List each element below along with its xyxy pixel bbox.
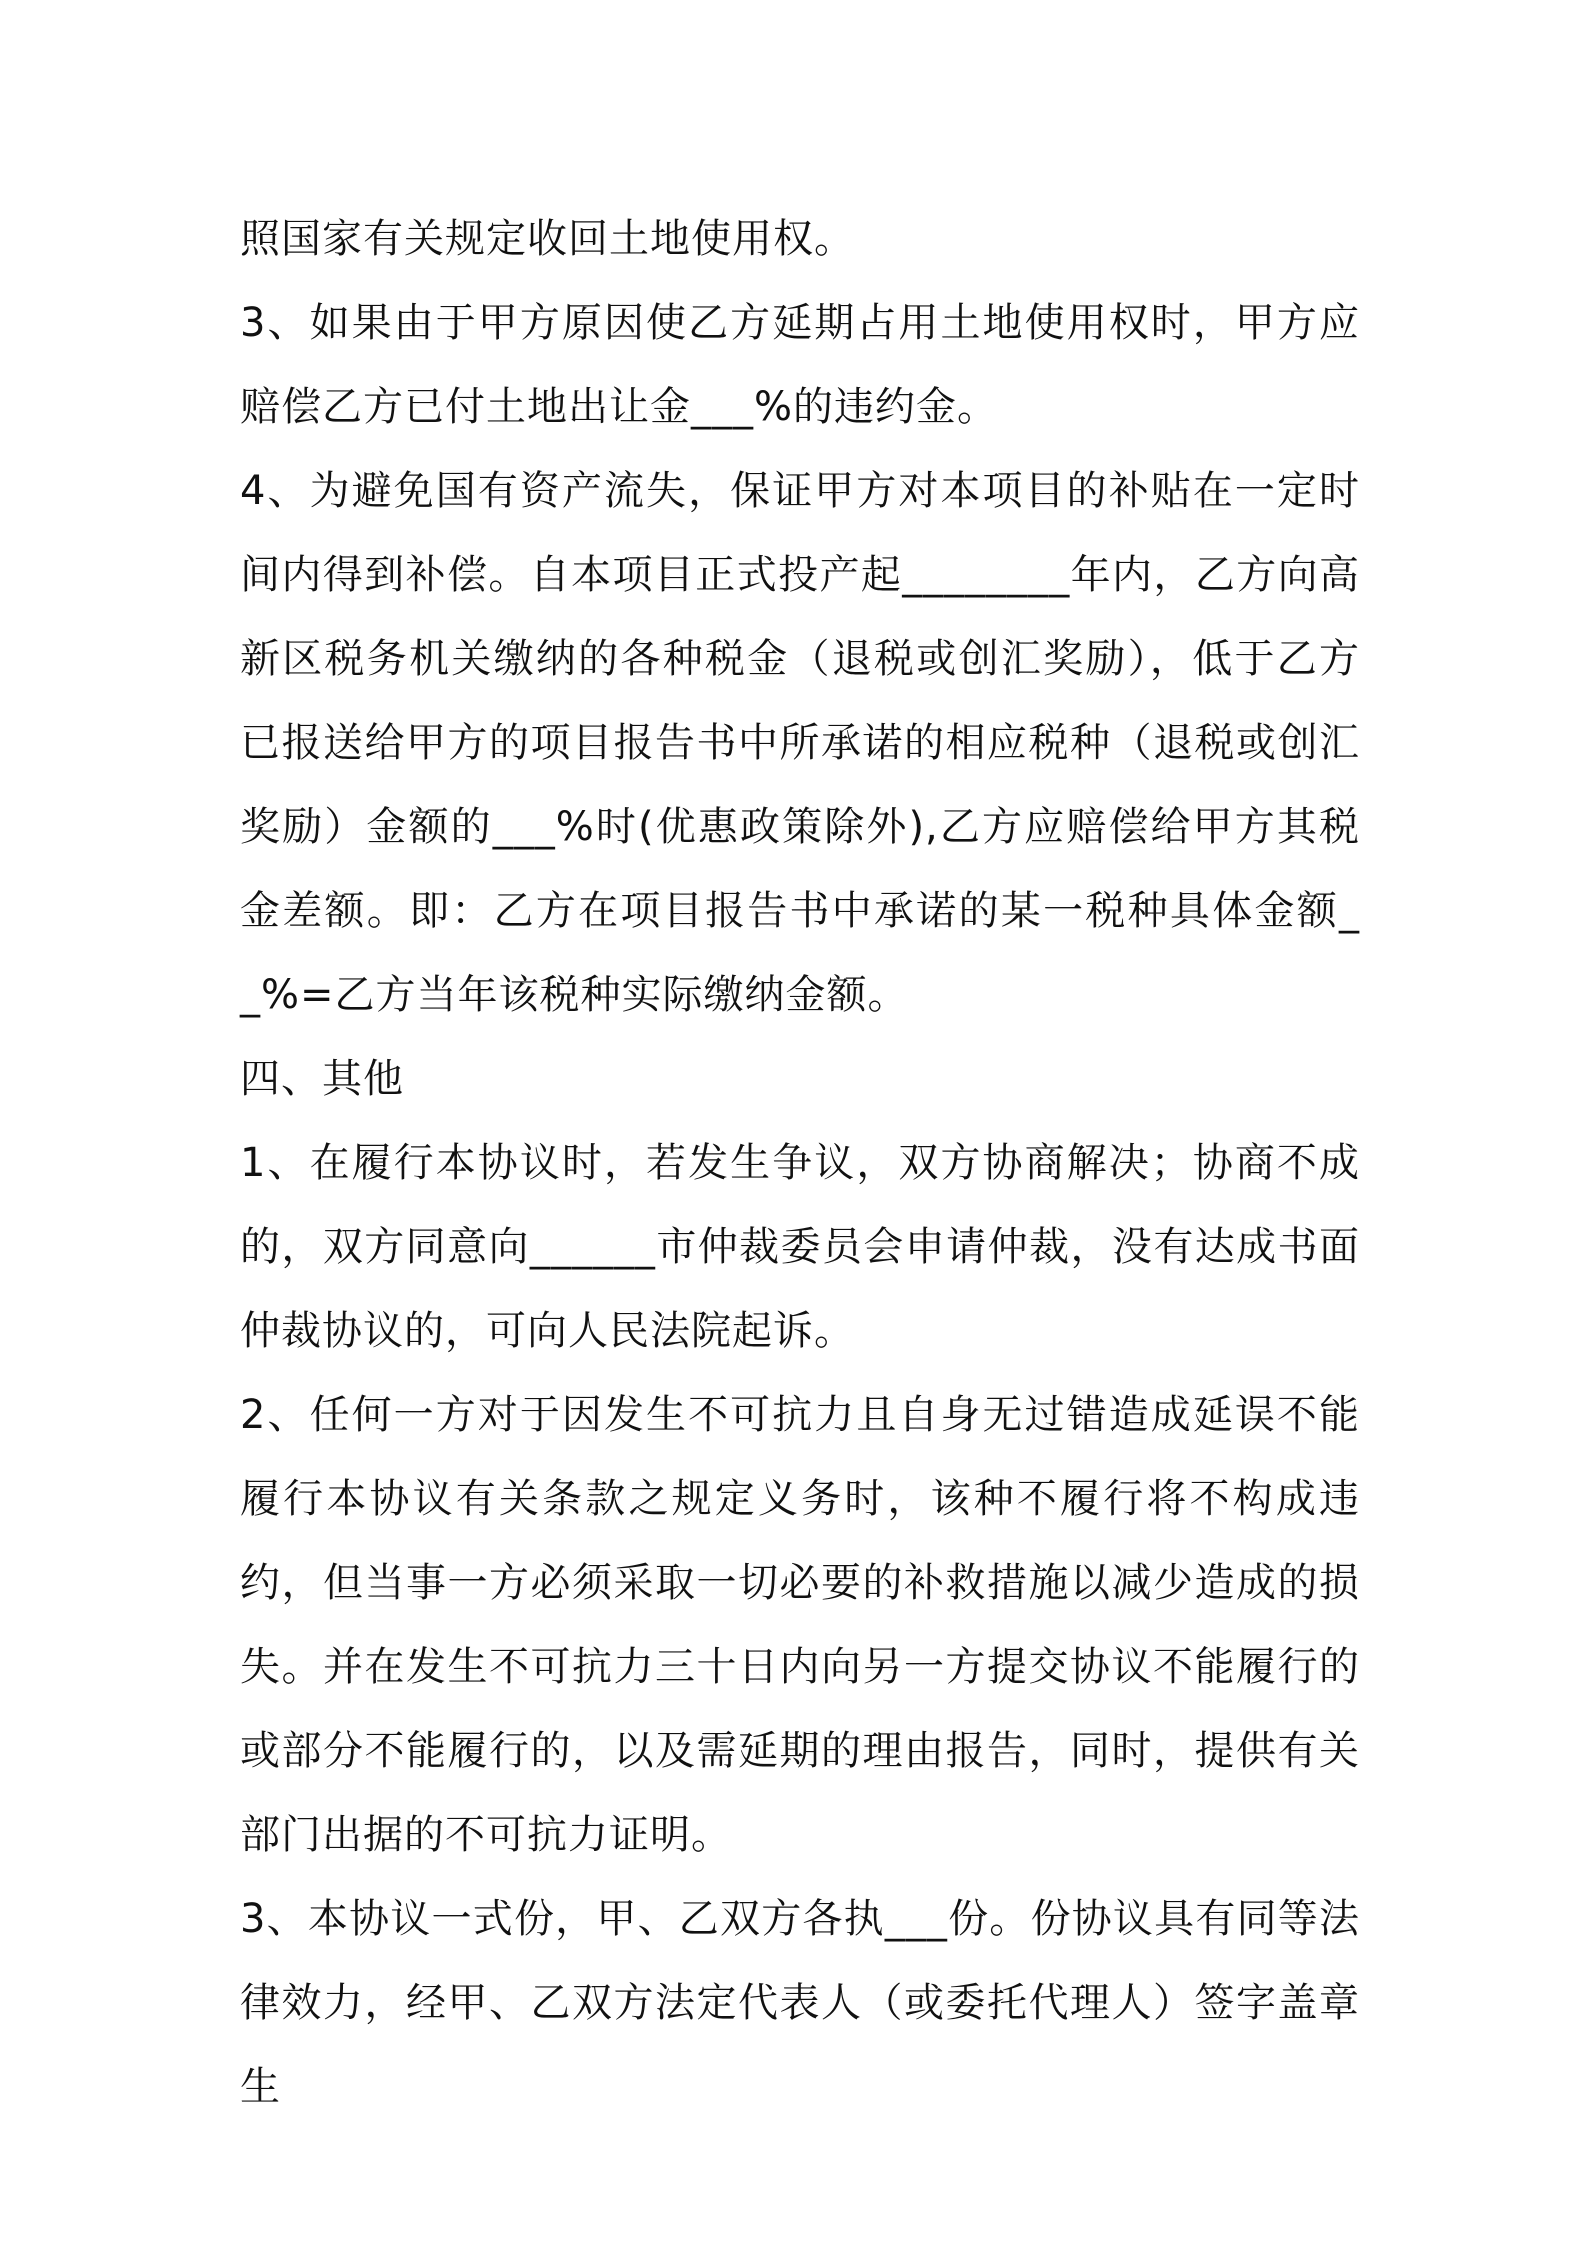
paragraph-clause-3-penalty: 3、如果由于甲方原因使乙方延期占用土地使用权时，甲方应赔偿乙方已付土地出让金___%的违约金。 [240,300,1360,430]
paragraph-land-reclaim: 照国家有关规定收回土地使用权。 [240,216,855,262]
document-body [240,197,1360,2129]
paragraph-other-3-copies: 3、本协议一式份，甲、乙双方各执___份。份协议具有同等法律效力，经甲、乙双方法定代表人（或委托代理人）签字盖章生 [240,1896,1360,2110]
paragraph-clause-4-tax-compensation: 4、为避免国有资产流失，保证甲方对本项目的补贴在一定时间内得到补偿。自本项目正式投产起________年内，乙方向高新区税务机关缴纳的各种税金（退税或创汇奖励），低于乙方已报送给甲方的项目报告书中所承诺的相应税种（退税或创汇奖励）金额的___%时(优惠政策除外),乙方应赔偿给甲方其税金差额。即：乙方在项目报告书中承诺的某一税种具体金额__%=乙方当年该税种实际缴纳金额。 [240,468,1360,1018]
paragraph-other-2-force-majeure: 2、任何一方对于因发生不可抗力且自身无过错造成延误不能履行本协议有关条款之规定义务时，该种不履行将不构成违约，但当事一方必须采取一切必要的补救措施以减少造成的损失。并在发生不可抗力三十日内向另一方提交协议不能履行的或部分不能履行的，以及需延期的理由报告，同时，提供有关部门出据的不可抗力证明。 [240,1392,1360,1858]
paragraph-other-1-dispute: 1、在履行本协议时，若发生争议，双方协商解决；协商不成的，双方同意向______市仲裁委员会申请仲裁，没有达成书面仲裁协议的，可向人民法院起诉。 [240,1140,1360,1354]
section-heading-other: 四、其他 [240,1056,404,1102]
